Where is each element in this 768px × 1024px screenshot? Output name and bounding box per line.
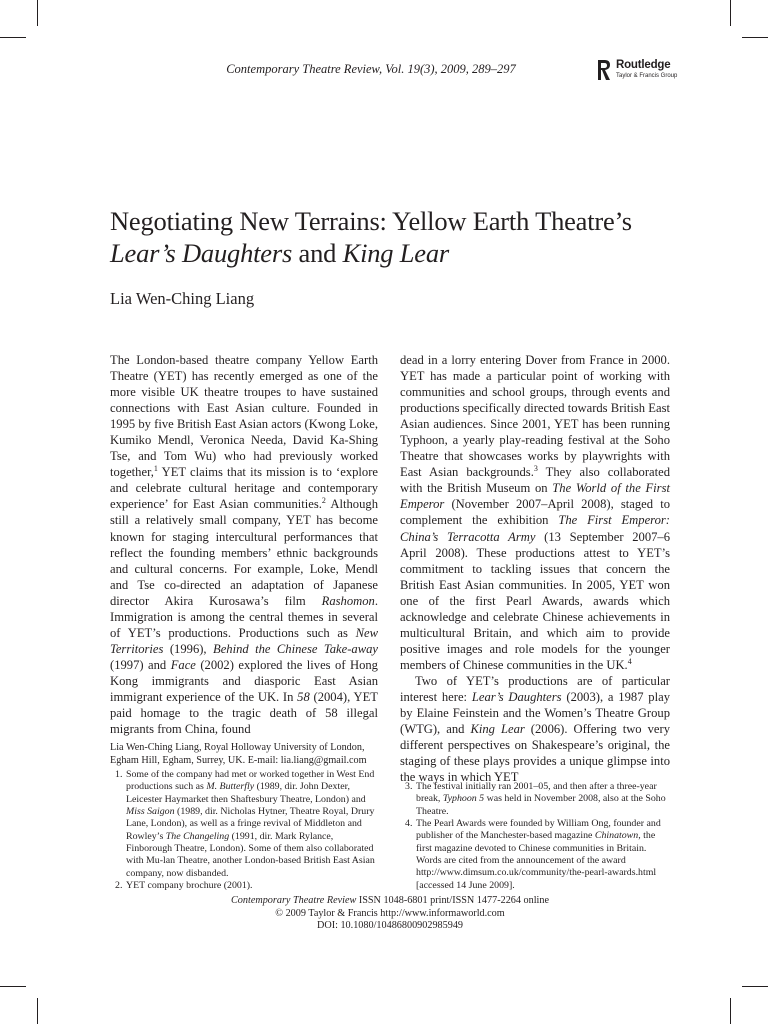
body-column-left: [110, 352, 378, 737]
footnote-number: 1.: [115, 769, 123, 780]
text-run: Although still a relatively small company, YET has become known for staging intercultural performances that reflect the founding members’ ethnic backgrounds and cultural concerns. For example, Loke, Mendl and Tse co-directed an adaptation of Japanese director Akira Kurosawa’s film: [110, 497, 378, 608]
text-run: (2002) explored the lives of Hong Kong immigrants and diasporic East Asian immigrant experience of the UK. In: [110, 657, 378, 704]
text-run: Some of the company had met or worked together in West End productions such as: [126, 769, 375, 793]
title-part-1: Negotiating New Terrains: Yellow Earth Theatre’s: [110, 206, 632, 236]
text-run: YET claims that its mission is to ‘explore and celebrate cultural heritage and contemporary experience’ for East Asian communities.: [110, 465, 378, 512]
paragraph: [110, 352, 378, 737]
crop-mark-left-top: [0, 37, 26, 38]
text-run: (1989, dir. John Dexter, Leicester Haymarket then Shaftesbury Theatre, London) and: [126, 781, 366, 805]
text-run: The festival initially ran 2001–05, and then after a three-year break,: [416, 781, 657, 805]
text-run: They also collaborated with the British Museum on: [400, 465, 670, 496]
text-run: (13 September 2007–6 April 2008). These productions attest to YET’s commitment to tackling issues that concern the British East Asian communities. In 2005, YET won one of the first Pearl Awards, awards which acknowledge and celebrate Chinese achievements in multicultural Britain, and which aim to provide positive images and role models for the younger members of Chinese communities in the UK.: [400, 529, 671, 672]
title-italic-1: Lear’s Daughters: [110, 238, 293, 268]
italic-title: King Lear: [470, 722, 525, 737]
italic-title: New Territories: [110, 625, 378, 656]
author-affiliation: Lia Wen-Ching Liang, Royal Holloway University of London, Egham Hill, Egham, Surrey, UK. E-mail: lia.liang@gmail.com: [110, 742, 367, 766]
footer-journal-name: Contemporary Theatre Review: [231, 895, 357, 906]
footnote-item: [110, 880, 380, 892]
text-run: (2003), a 1987 play by Elaine Feinstein and the Women’s Theatre Group (WTG), and: [400, 689, 670, 737]
footnote-number: 2.: [115, 880, 123, 892]
italic-title: The Changeling: [165, 830, 230, 842]
author-name: Lia Wen-Ching Liang: [110, 289, 255, 308]
footer-issn: ISSN 1048-6801 print/ISSN 1477-2264 online: [356, 895, 549, 906]
footnote-ref[interactable]: 3: [533, 464, 538, 474]
italic-title: Chinatown: [594, 830, 639, 842]
text-run: dead in a lorry entering Dover from France in 2000. YET has made a particular point of working with communities and school groups, through events and productions specifically directed towards British East Asian audiences. Since 2001, YET has been running Typhoon, a yearly play-reading festival at the Soho Theatre that showcases works by playwrights with East Asian backgrounds.: [400, 353, 670, 480]
logo-subtitle: Taylor & Francis Group: [616, 73, 678, 79]
footnote-ref[interactable]: 1: [153, 464, 158, 474]
text-run: . Immigration is among the central themes in several of YET’s productions. Productions such as: [110, 593, 378, 640]
crop-mark-left-bottom: [0, 986, 26, 987]
italic-title: The World of the First Emperor: [400, 481, 670, 512]
text-run: , the first magazine devoted to Chinese communities in Britain. Words are cited from the announcement of the award http://www.dimsum.co.uk/community/the-pearl-awards.html [accessed 14 June 2009].: [416, 830, 657, 891]
italic-title: 58: [297, 689, 310, 704]
logo-name: Routledge: [616, 59, 671, 71]
text-run: (2006). Offering two very different perspectives on Shakespeare’s original, the staging of these plays provides a unique glimpse into the ways in which YET: [400, 722, 670, 785]
paragraph: [400, 673, 670, 785]
footer-issn-line: [110, 895, 670, 908]
footnotes-left: [110, 769, 380, 892]
footnote-ref[interactable]: 4: [627, 656, 632, 666]
footer-copyright[interactable]: © 2009 Taylor & Francis http://www.informaworld.com: [275, 907, 505, 919]
footnote-item: [400, 781, 672, 818]
body-column-right: [400, 352, 670, 785]
text-run: (2004), YET paid homage to the tragic death of 58 illegal migrants from China, found: [110, 689, 378, 737]
text-run: (1989, dir. Nicholas Hytner, Theatre Royal, Drury Lane, London), as well as a fringe revival of Middleton and Rowley’s: [126, 806, 375, 842]
footnote-number: 4.: [405, 818, 413, 830]
text-run: The Pearl Awards were founded by William Ong, founder and publisher of the Manchester-based magazine: [416, 818, 661, 842]
routledge-logo-icon: [596, 58, 612, 82]
footer-doi[interactable]: DOI: 10.1080/10486800902985949: [316, 920, 464, 932]
footnote-item: [110, 769, 380, 880]
text-run: (1991, dir. Mark Rylance, Finborough Theatre, London). Some of them also collaborated with Mu-lan Theatre, another London-based British East Asian company, now disbanded.: [126, 830, 375, 879]
publisher-logo: [596, 58, 686, 84]
italic-title: Face: [170, 657, 196, 672]
footnote-item: [400, 818, 672, 892]
crop-mark-bottom-right: [730, 998, 731, 1024]
footnote-number: 3.: [405, 781, 413, 792]
text-run: (November 2007–April 2008), staged to complement the exhibition: [400, 497, 670, 528]
journal-citation: Contemporary Theatre Review, Vol. 19(3), 2009, 289–297: [226, 62, 516, 76]
crop-mark-bottom-left: [37, 998, 38, 1024]
italic-title: M. Butterfly: [206, 781, 255, 793]
footnotes-right: [400, 781, 672, 892]
italic-title: Typhoon 5: [442, 793, 485, 805]
paragraph: [400, 352, 670, 673]
crop-mark-right-top: [742, 37, 768, 38]
text-run: The London-based theatre company Yellow Earth Theatre (YET) has recently emerged as one of the more visible UK theatre troupes to have sustained connections with East Asian culture. Founded in 1995 by five British East Asian actors (Kwong Loke, Kumiko Mendl, Veronica Needa, David Ka-Shing Tse, and Tom Wu) who had previously worked together,: [110, 353, 378, 480]
italic-title: Lear’s Daughters: [471, 689, 562, 704]
crop-mark-top-left: [37, 0, 38, 26]
italic-title: The First Emperor: China’s Terracotta Army: [400, 513, 670, 544]
title-and: and: [292, 238, 343, 268]
italic-title: Behind the Chinese Take-away: [213, 641, 378, 656]
text-run: Two of YET’s productions are of particular interest here:: [400, 673, 670, 704]
text-run: YET company brochure (2001).: [126, 880, 253, 892]
italic-title: Rashomon: [321, 593, 375, 608]
text-run: (1997) and: [110, 657, 171, 672]
page-footer: [110, 895, 670, 933]
title-italic-2: King Lear: [342, 238, 450, 268]
text-run: (1996),: [163, 641, 213, 656]
article-title: [110, 205, 670, 269]
crop-mark-right-bottom: [742, 986, 768, 987]
footnote-ref[interactable]: 2: [321, 496, 326, 506]
text-run: was held in November 2008, also at the Soho Theatre.: [416, 793, 666, 817]
crop-mark-top-right: [730, 0, 731, 26]
italic-title: Miss Saigon: [126, 806, 175, 818]
